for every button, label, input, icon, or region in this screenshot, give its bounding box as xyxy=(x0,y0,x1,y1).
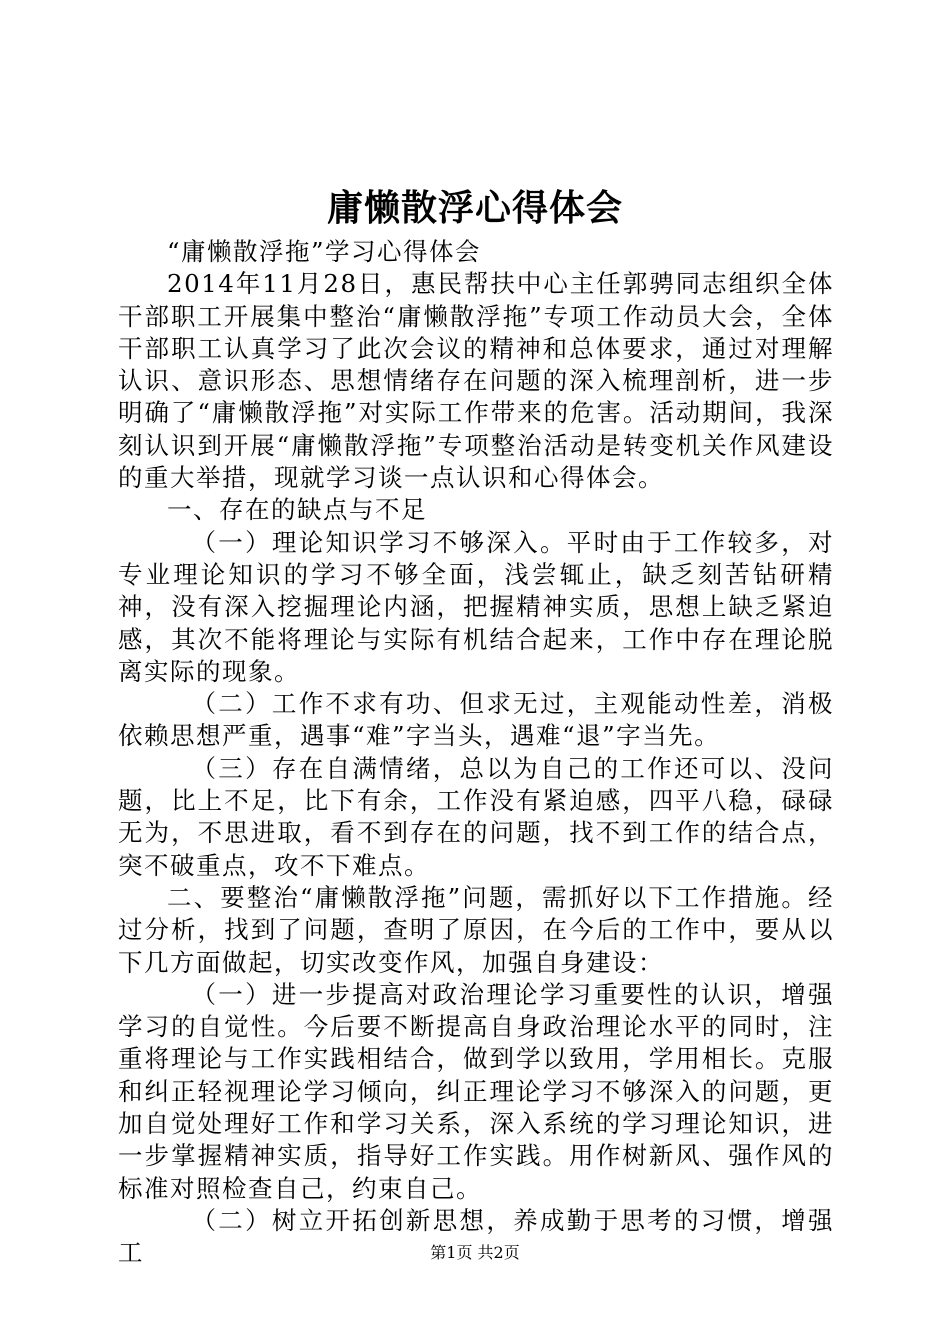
body-paragraph: 2014年11月28日，惠民帮扶中心主任郭骋同志组织全体干部职工开展集中整治“庸懒散浮拖”专项工作动员大会，全体干部职工认真学习了此次会议的精神和总体要求，通过对理解认识、意识形态、思想情绪存在问题的深入梳理剖析，进一步明确了“庸懒散浮拖”对实际工作带来的危害。活动期间，我深刻认识到开展“庸懒散浮拖”专项整治活动是转变机关作风建设的重大举措，现就学习谈一点认识和心得体会。 xyxy=(118,269,834,493)
section-heading: 二、要整治“庸懒散浮拖”问题，需抓好以下工作措施。经过分析，找到了问题，查明了原因，在今后的工作中，要从以下几方面做起，切实改变作风，加强自身建设： xyxy=(118,882,834,977)
page-title: 庸懒散浮心得体会 xyxy=(326,187,623,229)
page-number-footer: 第1页 共2页 xyxy=(430,1243,520,1262)
list-item-paragraph: （二）树立开拓创新思想，养成勤于思考的习惯，增强工 xyxy=(118,1205,834,1268)
list-item-paragraph: （一）理论知识学习不够深入。平时由于工作较多，对专业理论知识的学习不够全面，浅尝辄止，缺乏刻苦钻研精神，没有深入挖掘理论内涵，把握精神实质，思想上缺乏紧迫感，其次不能将理论与实际有机结合起来，工作中存在理论脱离实际的现象。 xyxy=(118,527,834,686)
list-item-paragraph: （一）进一步提高对政治理论学习重要性的认识，增强学习的自觉性。今后要不断提高自身政治理论水平的同时，注重将理论与工作实践相结合，做到学以致用，学用相长。克服和纠正轻视理论学习倾向，纠正理论学习不够深入的问题，更加自觉处理好工作和学习关系，深入系统的学习理论知识，进一步掌握精神实质，指导好工作实践。用作树新风、强作风的标准对照检查自己，约束自己。 xyxy=(118,979,834,1203)
list-item-paragraph: （二）工作不求有功、但求无过，主观能动性差，消极依赖思想严重，遇事“难”字当头，遇难“退”字当先。 xyxy=(118,689,834,751)
list-item-paragraph: （三）存在自满情绪，总以为自己的工作还可以、没问题，比上不足，比下有余，工作没有紧迫感，四平八稳，碌碌无为，不思进取，看不到存在的问题，找不到工作的结合点，突不破重点，攻不下难点。 xyxy=(118,753,834,880)
section-heading: 一、存在的缺点与不足 xyxy=(167,495,427,525)
document-body xyxy=(118,236,834,1270)
section-heading: “庸懒散浮拖”学习心得体会 xyxy=(167,237,482,266)
